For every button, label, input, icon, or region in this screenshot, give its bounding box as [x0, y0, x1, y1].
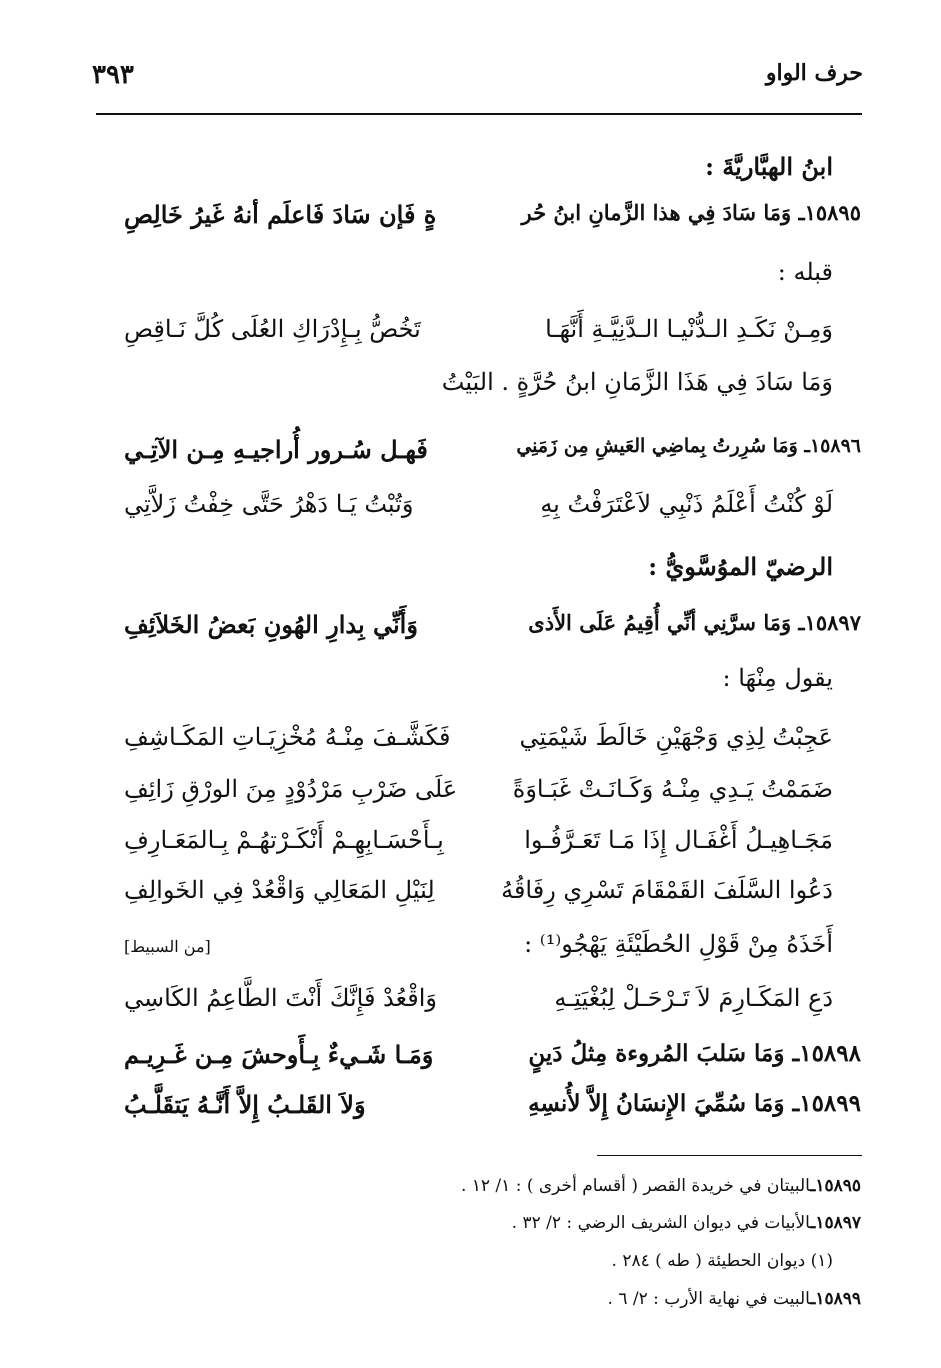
verse-second-hemistich: وَأَنِّي بِدارِ الهُونِ بَعضُ الخَلاَئِفِ: [124, 610, 418, 639]
verse-first-hemistich: دَعِ المَكَـارِمَ لاَ تَـرْحَـلْ لِبُغْيَتِـهِ: [554, 984, 833, 1012]
verse-first-hemistich: ضَمَمْتُ يَـدِي مِنْـهُ وَكَـانَـتْ غَبَـاوَةً: [512, 775, 833, 803]
verse-second-hemistich: بِـأَحْسَـابِهِـمْ أَنْكَـرْتهُـمْ بِـالمَعَـارِفِ: [124, 826, 444, 854]
footnote-text: البيت في نهاية الأرب : ٢/ ٦ .: [607, 1289, 811, 1309]
verse-first-hemistich: ١٥٨٩٨ـ وَمَا سَلبَ المُروءة مِثلُ دَينٍ: [528, 1040, 861, 1067]
verse-second-hemistich: وَمَـا شَـيءٌ بِـأَوحشَ مِـن غَـرِيـم: [124, 1040, 434, 1069]
verse-first-hemistich: ١٥٨٩٥ـ وَمَا سَادَ فِي هذا الزَّمانِ ابنُ حُر: [521, 200, 861, 225]
footnote-text: الأبيات في ديوان الشريف الرضي : ٢/ ٣٢ .: [511, 1213, 811, 1233]
verse-line: [0, 984, 941, 1024]
verse-second-hemistich: لِنَيْلِ المَعَالِي وَاقْعُدْ فِي الخَوالِفِ: [124, 876, 435, 904]
verse-line: [0, 876, 941, 916]
footnote-number: ١٥٨٩٩ـ: [810, 1289, 861, 1309]
verse-line: [0, 1040, 941, 1080]
page-number: ٣٩٣: [92, 60, 134, 90]
verse-second-hemistich: تَخُصُّ بِـإِدْرَاكِ العُلَى كُلَّ نَـاقِصِ: [124, 315, 421, 343]
footnote: [461, 1176, 861, 1196]
verse-first-hemistich: دَعُوا السَّلَفَ القَمْقَامَ تَسْرِي رِفَاقُهُ: [501, 876, 833, 904]
verse-line: [0, 490, 941, 530]
text-line: أَخَذَهُ مِنْ قَوْلِ الحُطَيْئَةِ يَهْجُو⁽¹⁾ :: [524, 930, 833, 958]
footnote: [512, 1213, 861, 1233]
verse-first-hemistich: مَجَـاهِيـلُ أَغْفَـال إِذَا مَـا تَعَـرَّفُـوا: [524, 826, 833, 854]
footnote-number: ١٥٨٩٧ـ: [810, 1213, 861, 1233]
meter-note: [من السبيط]: [124, 937, 211, 956]
verse-first-hemistich: ١٥٨٩٩ـ وَمَا سُمِّيَ الإِنسَانُ إِلاَّ لأُنسِهِ: [528, 1090, 861, 1117]
text-line: يقول مِنْهَا :: [722, 664, 833, 692]
verse-line: [0, 435, 941, 475]
text-line: ابنُ الهبَّاريَّةَ :: [705, 152, 833, 181]
footnote-rule: [597, 1155, 862, 1156]
verse-second-hemistich: ةٍ فَإن سَادَ فَاعلَم أنهُ غَيرُ خَالِصِ: [124, 200, 437, 229]
verse-first-hemistich: عَجِبْتُ لِذِي وَجْهَيْنِ خَالَطَ شَيْمَتِي: [519, 723, 833, 751]
text-line: قبله :: [777, 258, 833, 286]
footnote-number: ١٥٨٩٥ـ: [810, 1176, 861, 1196]
verse-first-hemistich: ١٥٨٩٦ـ وَمَا سُرِرتُ بِماضِي العَيشِ مِن زَمَنِي: [516, 435, 861, 457]
verse-line: [0, 610, 941, 650]
verse-line: [0, 1090, 941, 1130]
text-line: وَمَا سَادَ فِي هَذَا الزَّمَانِ ابنُ حُرَّةٍ . البَيْتُ: [441, 368, 833, 396]
header-rule: [96, 113, 862, 115]
verse-line: [0, 200, 941, 240]
footnote: [608, 1289, 861, 1309]
verse-second-hemistich: عَلَى ضَرْبِ مَرْدُوْدٍ مِنَ الورْقِ زَائِفِ: [124, 775, 458, 803]
verse-first-hemistich: وَمِـنْ نَكَـدِ الـدُّنْيـا الـدَّنِيَّـةِ أَنَّهَـا: [545, 315, 833, 343]
verse-second-hemistich: فَكَشَّـفَ مِنْـهُ مُخْزِيَـاتِ المَكَـاشِفِ: [124, 723, 451, 751]
verse-first-hemistich: ١٥٨٩٧ـ وَمَا سرَّنِي أنِّي أُقِيمُ عَلَى الأَذى: [528, 610, 861, 635]
footnote: [612, 1251, 833, 1271]
chapter-title: حرف الواو: [765, 60, 863, 86]
verse-second-hemistich: وَاقْعُدْ فَإِنَّكَ أَنْتَ الطَّاعِمُ الكَاسِي: [124, 984, 437, 1012]
verse-second-hemistich: وَلاَ القَلـبُ إِلاَّ أَنَّـهُ يَتقَلَّـبُ: [124, 1090, 366, 1119]
verse-line: [0, 315, 941, 355]
footnote-text: (١) ديوان الحطيئة ( طه ) ٢٨٤ .: [611, 1251, 833, 1271]
verse-line: [0, 723, 941, 763]
verse-first-hemistich: لَوْ كُنْتُ أَعْلَمُ ذَنْبِي لاَعْتَرَفْتُ بِهِ: [540, 490, 833, 518]
text-line: الرضيّ الموُسَّويُّ :: [648, 552, 833, 581]
verse-line: [0, 775, 941, 815]
verse-line: [0, 826, 941, 866]
footnote-text: البيتان في خريدة القصر ( أقسام أخرى ) : ١/ ١٢ .: [460, 1176, 811, 1196]
verse-second-hemistich: فَهـل سُـرور أُراجيـهِ مِـن الآتِـي: [124, 435, 428, 464]
verse-second-hemistich: وَتُبْتُ يَـا دَهْرُ حَتَّى خِفْتُ زَلاَّتِي: [124, 490, 414, 518]
